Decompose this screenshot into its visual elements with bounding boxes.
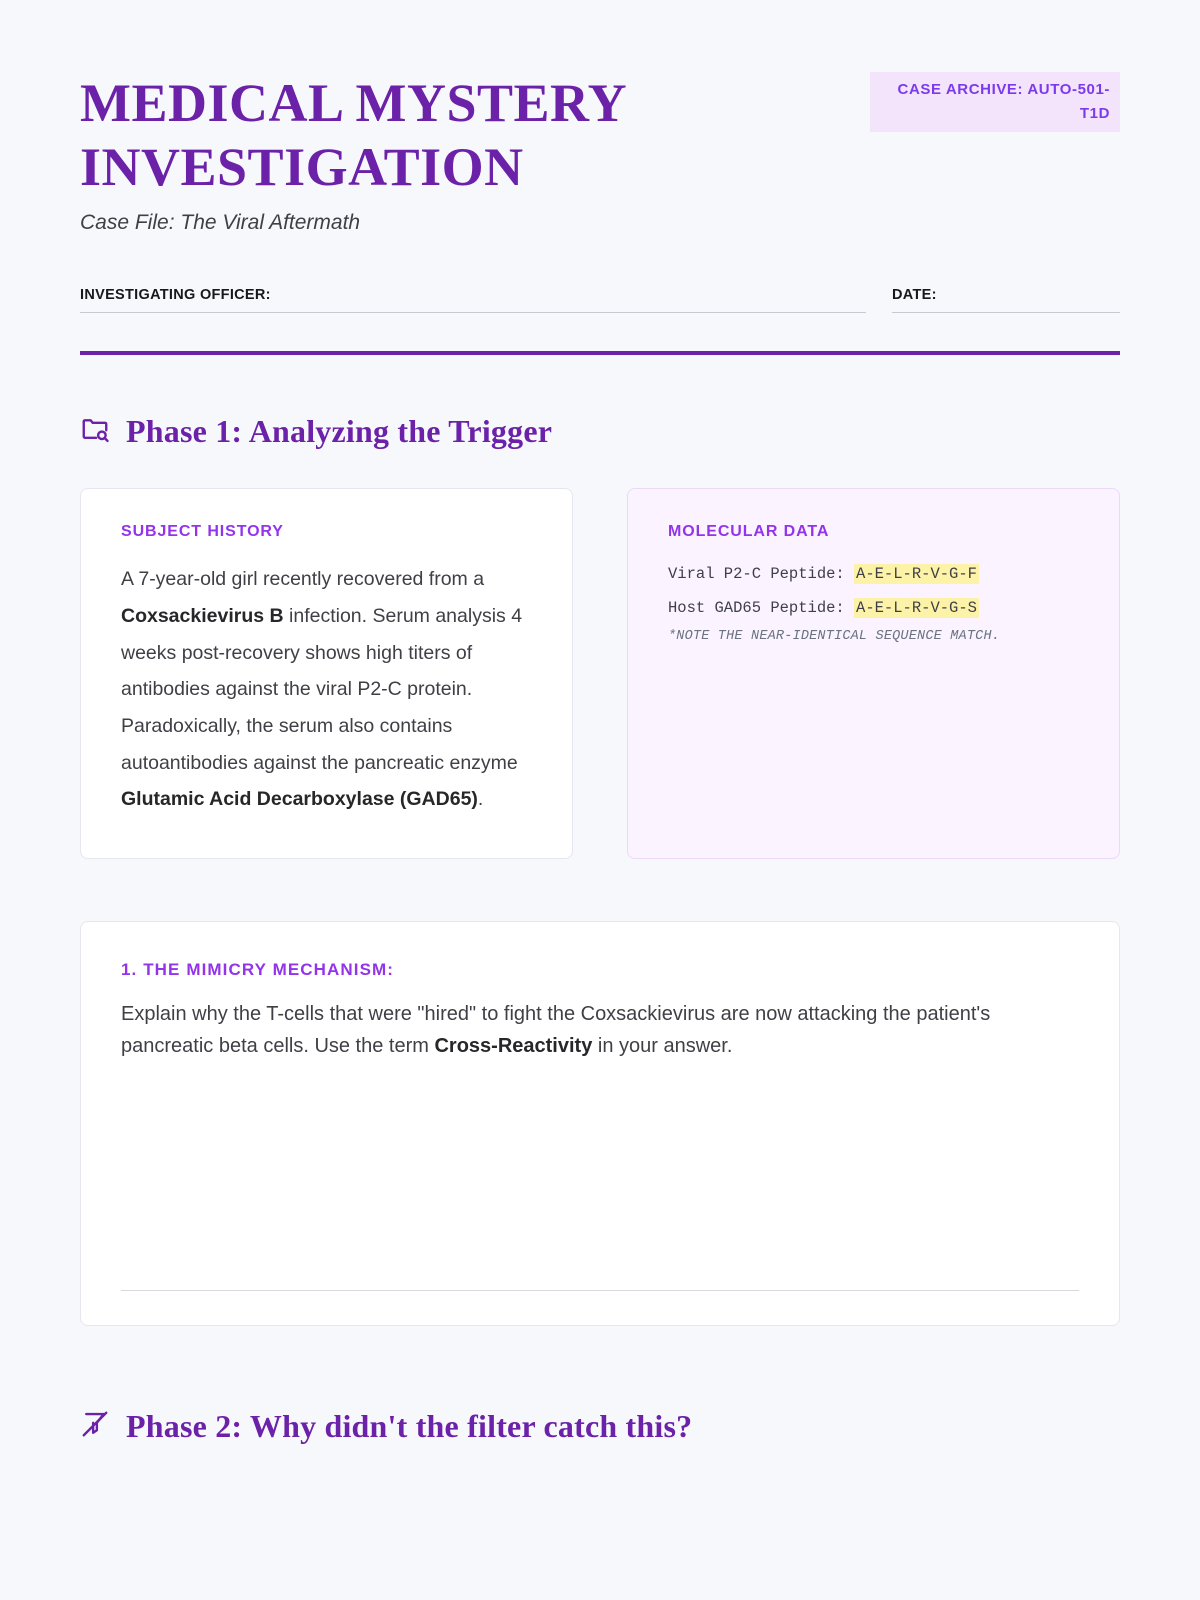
- viral-peptide-sequence: A-E-L-R-V-G-F: [856, 565, 977, 584]
- investigating-officer-field[interactable]: [80, 287, 866, 313]
- question-1-bold-1: Cross-Reactivity: [434, 1035, 593, 1058]
- molecular-data-row-2: [668, 595, 1079, 621]
- title-block: [80, 72, 720, 235]
- filter-off-icon: [80, 1409, 110, 1444]
- investigating-officer-label: INVESTIGATING OFFICER:: [80, 287, 271, 304]
- phase-1-title: Phase 1: Analyzing the Trigger: [126, 413, 553, 450]
- subject-history-bold-2: Glutamic Acid Decarboxylase (GAD65): [121, 788, 478, 811]
- subject-history-text-2: infection. Serum analysis 4 weeks post-recovery shows high titers of antibodies against the viral P2-C protein. Paradoxically, the serum also contains autoantibodies against the pancreatic enzyme: [121, 605, 523, 774]
- question-1-text-1: Explain why the T-cells that were "hired" to fight the Coxsackievirus are now attacking the patient's pancreatic beta cells. Use the term: [121, 1003, 991, 1058]
- folder-search-icon: [80, 414, 110, 449]
- viral-peptide-prefix: Viral P2-C Peptide:: [668, 565, 855, 584]
- page-title: MEDICAL MYSTERY INVESTIGATION: [80, 73, 626, 197]
- phase-1-cards: [80, 488, 1120, 859]
- phase-2-heading: [80, 1408, 1120, 1445]
- subject-history-text-3: .: [477, 788, 484, 811]
- case-archive-badge: CASE ARCHIVE: AUTO-501-T1D: [870, 72, 1120, 132]
- date-field[interactable]: [892, 287, 1120, 313]
- question-1-label: 1. THE MIMICRY MECHANISM:: [121, 960, 395, 980]
- phase-1-heading: [80, 413, 1120, 450]
- phase-2-title: Phase 2: Why didn't the filter catch this?: [126, 1407, 693, 1444]
- question-1-card: [80, 921, 1120, 1326]
- molecular-data-row-1: [668, 561, 1079, 587]
- subject-history-body: [121, 561, 532, 818]
- subject-history-bold-1: Coxsackievirus B: [121, 605, 284, 628]
- molecular-data-card: [627, 488, 1120, 859]
- question-1-answer-area[interactable]: [121, 1079, 1079, 1291]
- meta-fields: [80, 287, 1120, 313]
- date-label: DATE:: [892, 287, 937, 304]
- document-header: [80, 72, 1120, 235]
- subject-history-card: [80, 488, 573, 859]
- host-peptide-prefix: Host GAD65 Peptide:: [668, 598, 855, 617]
- page-subtitle: Case File: The Viral Aftermath: [80, 211, 361, 235]
- host-peptide-sequence: A-E-L-R-V-G-S: [856, 598, 977, 617]
- subject-history-text-1: A 7-year-old girl recently recovered from a: [121, 568, 485, 591]
- question-1-text: [121, 998, 1079, 1063]
- header-divider: [80, 351, 1120, 355]
- subject-history-label: SUBJECT HISTORY: [121, 523, 284, 541]
- molecular-data-note: *NOTE THE NEAR-IDENTICAL SEQUENCE MATCH.: [668, 629, 1001, 645]
- molecular-data-label: MOLECULAR DATA: [668, 523, 830, 541]
- question-1-text-2: in your answer.: [592, 1035, 733, 1058]
